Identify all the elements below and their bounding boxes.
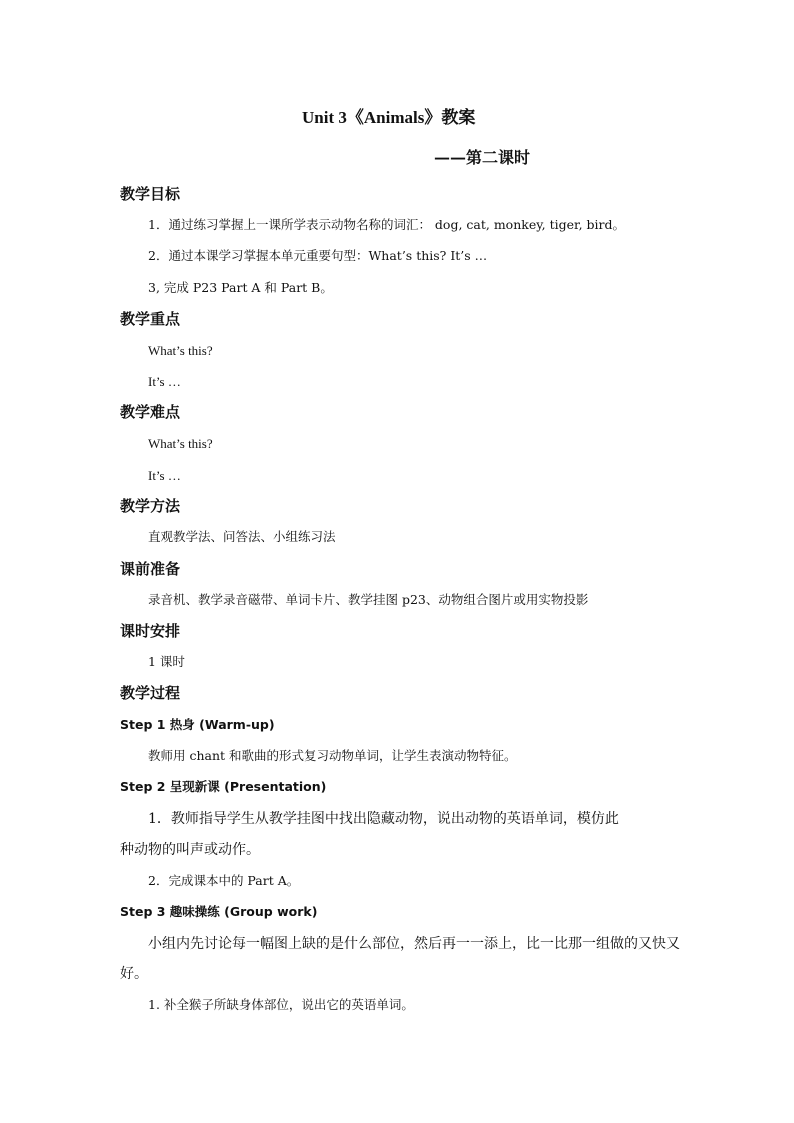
step-3-item-1: 1. 补全猴子所缺身体部位，说出它的英语单词。 [148, 997, 414, 1012]
step-3-paragraph-line-2: 好。 [120, 966, 148, 982]
step-2-item-1-line-1: 1．教师指导学生从教学挂图中找出隐藏动物，说出动物的英语单词，模仿此 [148, 811, 619, 827]
difficult-point-1: What’s this? [148, 436, 213, 451]
section-heading-method: 教学方法 [120, 497, 181, 515]
key-point-1: What’s this? [148, 343, 213, 358]
preparation-text: 录音机、教学录音磁带、单词卡片、教学挂图 p23、动物组合图片或用实物投影 [148, 592, 589, 607]
step-3-title: Step 3 趣味操练 (Group work) [120, 904, 318, 919]
step-2-title: Step 2 呈现新课 (Presentation) [120, 779, 327, 794]
difficult-point-2: It’s … [148, 468, 181, 483]
section-heading-schedule: 课时安排 [120, 622, 181, 640]
step-2-item-1-line-2: 种动物的叫声或动作。 [120, 842, 260, 858]
method-text: 直观教学法、问答法、小组练习法 [148, 529, 336, 544]
schedule-text: 1 课时 [148, 654, 185, 669]
section-heading-goals: 教学目标 [120, 185, 181, 203]
goal-item-3: 3, 完成 P23 Part A 和 Part B。 [148, 280, 333, 295]
page-title: Unit 3《Animals》教案 [302, 108, 476, 127]
section-heading-difficult-points: 教学难点 [120, 403, 181, 421]
goal-item-2: 2．通过本课学习掌握本单元重要句型：What’s this? It’s … [148, 248, 488, 263]
key-point-2: It’s … [148, 374, 181, 389]
section-heading-process: 教学过程 [120, 684, 181, 702]
step-3-paragraph-line-1: 小组内先讨论每一幅图上缺的是什么部位，然后再一一添上，比一比那一组做的又快又 [148, 936, 680, 952]
page-subtitle: ——第二课时 [434, 148, 531, 167]
step-1-text: 教师用 chant 和歌曲的形式复习动物单词，让学生表演动物特征。 [148, 748, 517, 763]
section-heading-preparation: 课前准备 [120, 560, 181, 578]
section-heading-key-points: 教学重点 [120, 310, 181, 328]
step-1-title: Step 1 热身 (Warm-up) [120, 717, 275, 732]
goal-item-1: 1．通过练习掌握上一课所学表示动物名称的词汇： dog, cat, monkey, tiger, bird。 [148, 217, 626, 232]
step-2-item-2: 2．完成课本中的 Part A。 [148, 873, 300, 888]
